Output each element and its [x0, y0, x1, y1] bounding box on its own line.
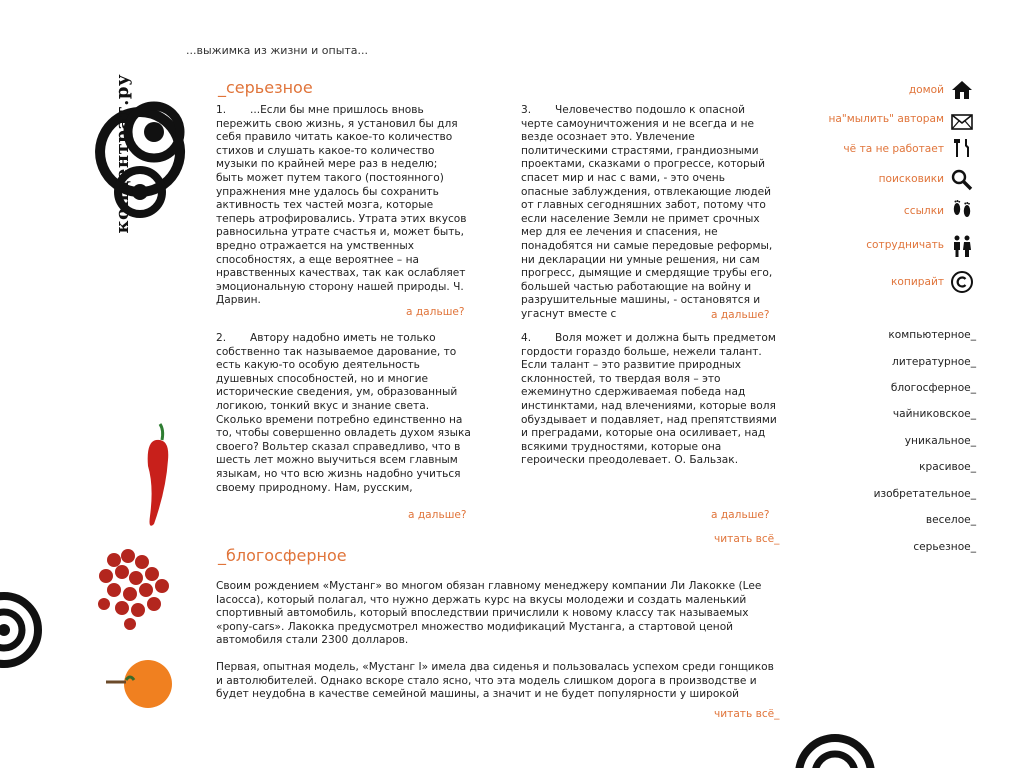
footprints-icon[interactable]: [950, 198, 974, 222]
quote-text: Воля может и должна быть предметом гордости гораздо больше, нежели талант. Если талант – это развитие природных склонностей, то твердая воля – это ежеминутно сдерживаемая победа над инстинктами, над влечениями, которые воля обуздывает и подавляет, над препятствиями и преградами, которые она осиливает, над всякими трудностями, которые она героически преодолевает. О. Бальзак.: [521, 332, 777, 467]
nav-cooperate[interactable]: сотрудничать: [866, 239, 944, 251]
section-title-serious[interactable]: _серьезное: [218, 78, 313, 97]
read-more-link-1[interactable]: а дальше?: [406, 306, 465, 318]
copyright-icon[interactable]: [950, 270, 974, 294]
nav-not-working[interactable]: чё та не работает: [843, 143, 944, 155]
chili-pepper-image: [146, 422, 176, 528]
blog-paragraph: Первая, опытная модель, «Мустанг I» имела два сиденья и пользовалась успехом среди гонщиков и автолюбителей. Однако вскоре стало ясно, что эта модель слишком дорога в производстве и будет неудобна в качестве семейной машины, а значит и не будет популярности у широкой: [216, 660, 774, 701]
quote-number: 3.: [521, 104, 532, 116]
blog-paragraph: Своим рождением «Мустанг» во многом обязан главному менеджеру компании Ли Лакокке (Lee Iacocca), который полагал, что нужно держать курс на вкусы молодежи и создать маленький спортивный автомобиль, который впоследствии причислили к новому классу так называемых «pony-cars». Лакокка предусмотрел множество модификаций Мустанга, а стартовой ценой автомобиля стали 2300 долларов.: [216, 580, 762, 647]
berries-image: [84, 540, 184, 640]
orange-image: [106, 656, 172, 710]
category-inventive[interactable]: изобретательное_: [873, 488, 976, 500]
quote-3: [521, 104, 773, 322]
category-unique[interactable]: уникальное_: [904, 435, 976, 447]
category-teapot[interactable]: чайниковское_: [892, 408, 976, 420]
tools-icon[interactable]: [950, 136, 974, 160]
category-literary[interactable]: литературное_: [892, 356, 976, 368]
category-computer[interactable]: компьютерное_: [888, 329, 976, 341]
nav-home[interactable]: домой: [908, 84, 944, 96]
nav-copyright[interactable]: копирайт: [891, 276, 944, 288]
tagline: ...выжимка из жизни и опыта...: [186, 44, 369, 57]
read-all-blog-link[interactable]: читать всё_: [714, 708, 780, 720]
logo-gear-icon[interactable]: [92, 92, 188, 262]
nav-search-engines[interactable]: поисковики: [878, 173, 944, 185]
quote-number: 1.: [216, 104, 227, 116]
category-funny[interactable]: веселое_: [925, 514, 976, 526]
read-more-link-4[interactable]: а дальше?: [711, 509, 770, 521]
quote-number: 4.: [521, 332, 532, 344]
quote-text: Автору надобно иметь не только собственно так называемое дарование, то есть какую-то особую деятельность душевных способностей, но и многие исторические сведения, ум, образованный логикою, тонкий вкус и знание света. Сколько времени потребно единственно на то, чтобы совершенно овладеть духом языка своего? Вольтер сказал справедливо, что в шесть лет можно выучиться всем главным языкам, но что всю жизнь надобно учиться своему природному. Нам, русским,: [216, 332, 471, 494]
category-beautiful[interactable]: красивое_: [919, 461, 976, 473]
quote-4: [521, 332, 779, 468]
blog-body: [216, 580, 776, 702]
section-title-blog[interactable]: _блогосферное: [218, 546, 347, 565]
nav-mail-authors[interactable]: на"мылить" авторам: [828, 113, 944, 125]
quote-number: 2.: [216, 332, 227, 344]
read-all-serious-link[interactable]: читать всё_: [714, 533, 780, 545]
category-blogosphere[interactable]: блогосферное_: [890, 382, 976, 394]
logo-text[interactable]: концентрат.ру: [112, 74, 133, 234]
category-serious[interactable]: серьезное_: [913, 541, 976, 553]
home-icon[interactable]: [950, 78, 974, 102]
quote-1: [216, 104, 468, 308]
gear-decoration-icon: [0, 590, 44, 670]
people-icon[interactable]: [950, 234, 974, 258]
read-more-link-3[interactable]: а дальше?: [711, 309, 770, 321]
quote-text: Человечество подошло к опасной черте самоуничтожения и не всегда и не везде осознает это. Увлечение политическими страстями, грандиозными проектами, сказками о прогрессе, который спасет мир и нас с вами, - это очень опасные заблуждения, отвлекающие людей от главных сегодняшних забот, потому что если население Земли не примет срочных мер для ее лечения и спасения, не понадобятся ни самые передовые реформы, ни декларации ни умные решения, ни сам прогресс, дымящие и смердящие трубы его, большей частью работающие на войну и разрушительные машины, - остановятся и угаснут вместе с: [521, 104, 773, 320]
quote-text: ...Если бы мне пришлось вновь пережить свою жизнь, я установил бы для себя правило читать какое-то количество стихов и слушать какое-то количество музыки по крайней мере раз в неделю; быть может путем такого (постоянного) упражнения мне удалось бы сохранить активность тех частей мозга, которые теперь атрофировались. Утрата этих вкусов равносильна утрате счастья и, может быть, вредно отражается на умственных способностях, а еще вероятнее – на нравственных качествах, так как ослабляет эмоциональную сторону нашей природы. Ч. Дарвин.: [216, 104, 467, 307]
gear-bottom-icon: [790, 730, 880, 768]
magnifier-icon[interactable]: [950, 168, 974, 192]
envelope-icon[interactable]: [950, 110, 974, 134]
quote-2: [216, 332, 472, 495]
nav-links[interactable]: ссылки: [903, 205, 944, 217]
read-more-link-2[interactable]: а дальше?: [408, 509, 467, 521]
